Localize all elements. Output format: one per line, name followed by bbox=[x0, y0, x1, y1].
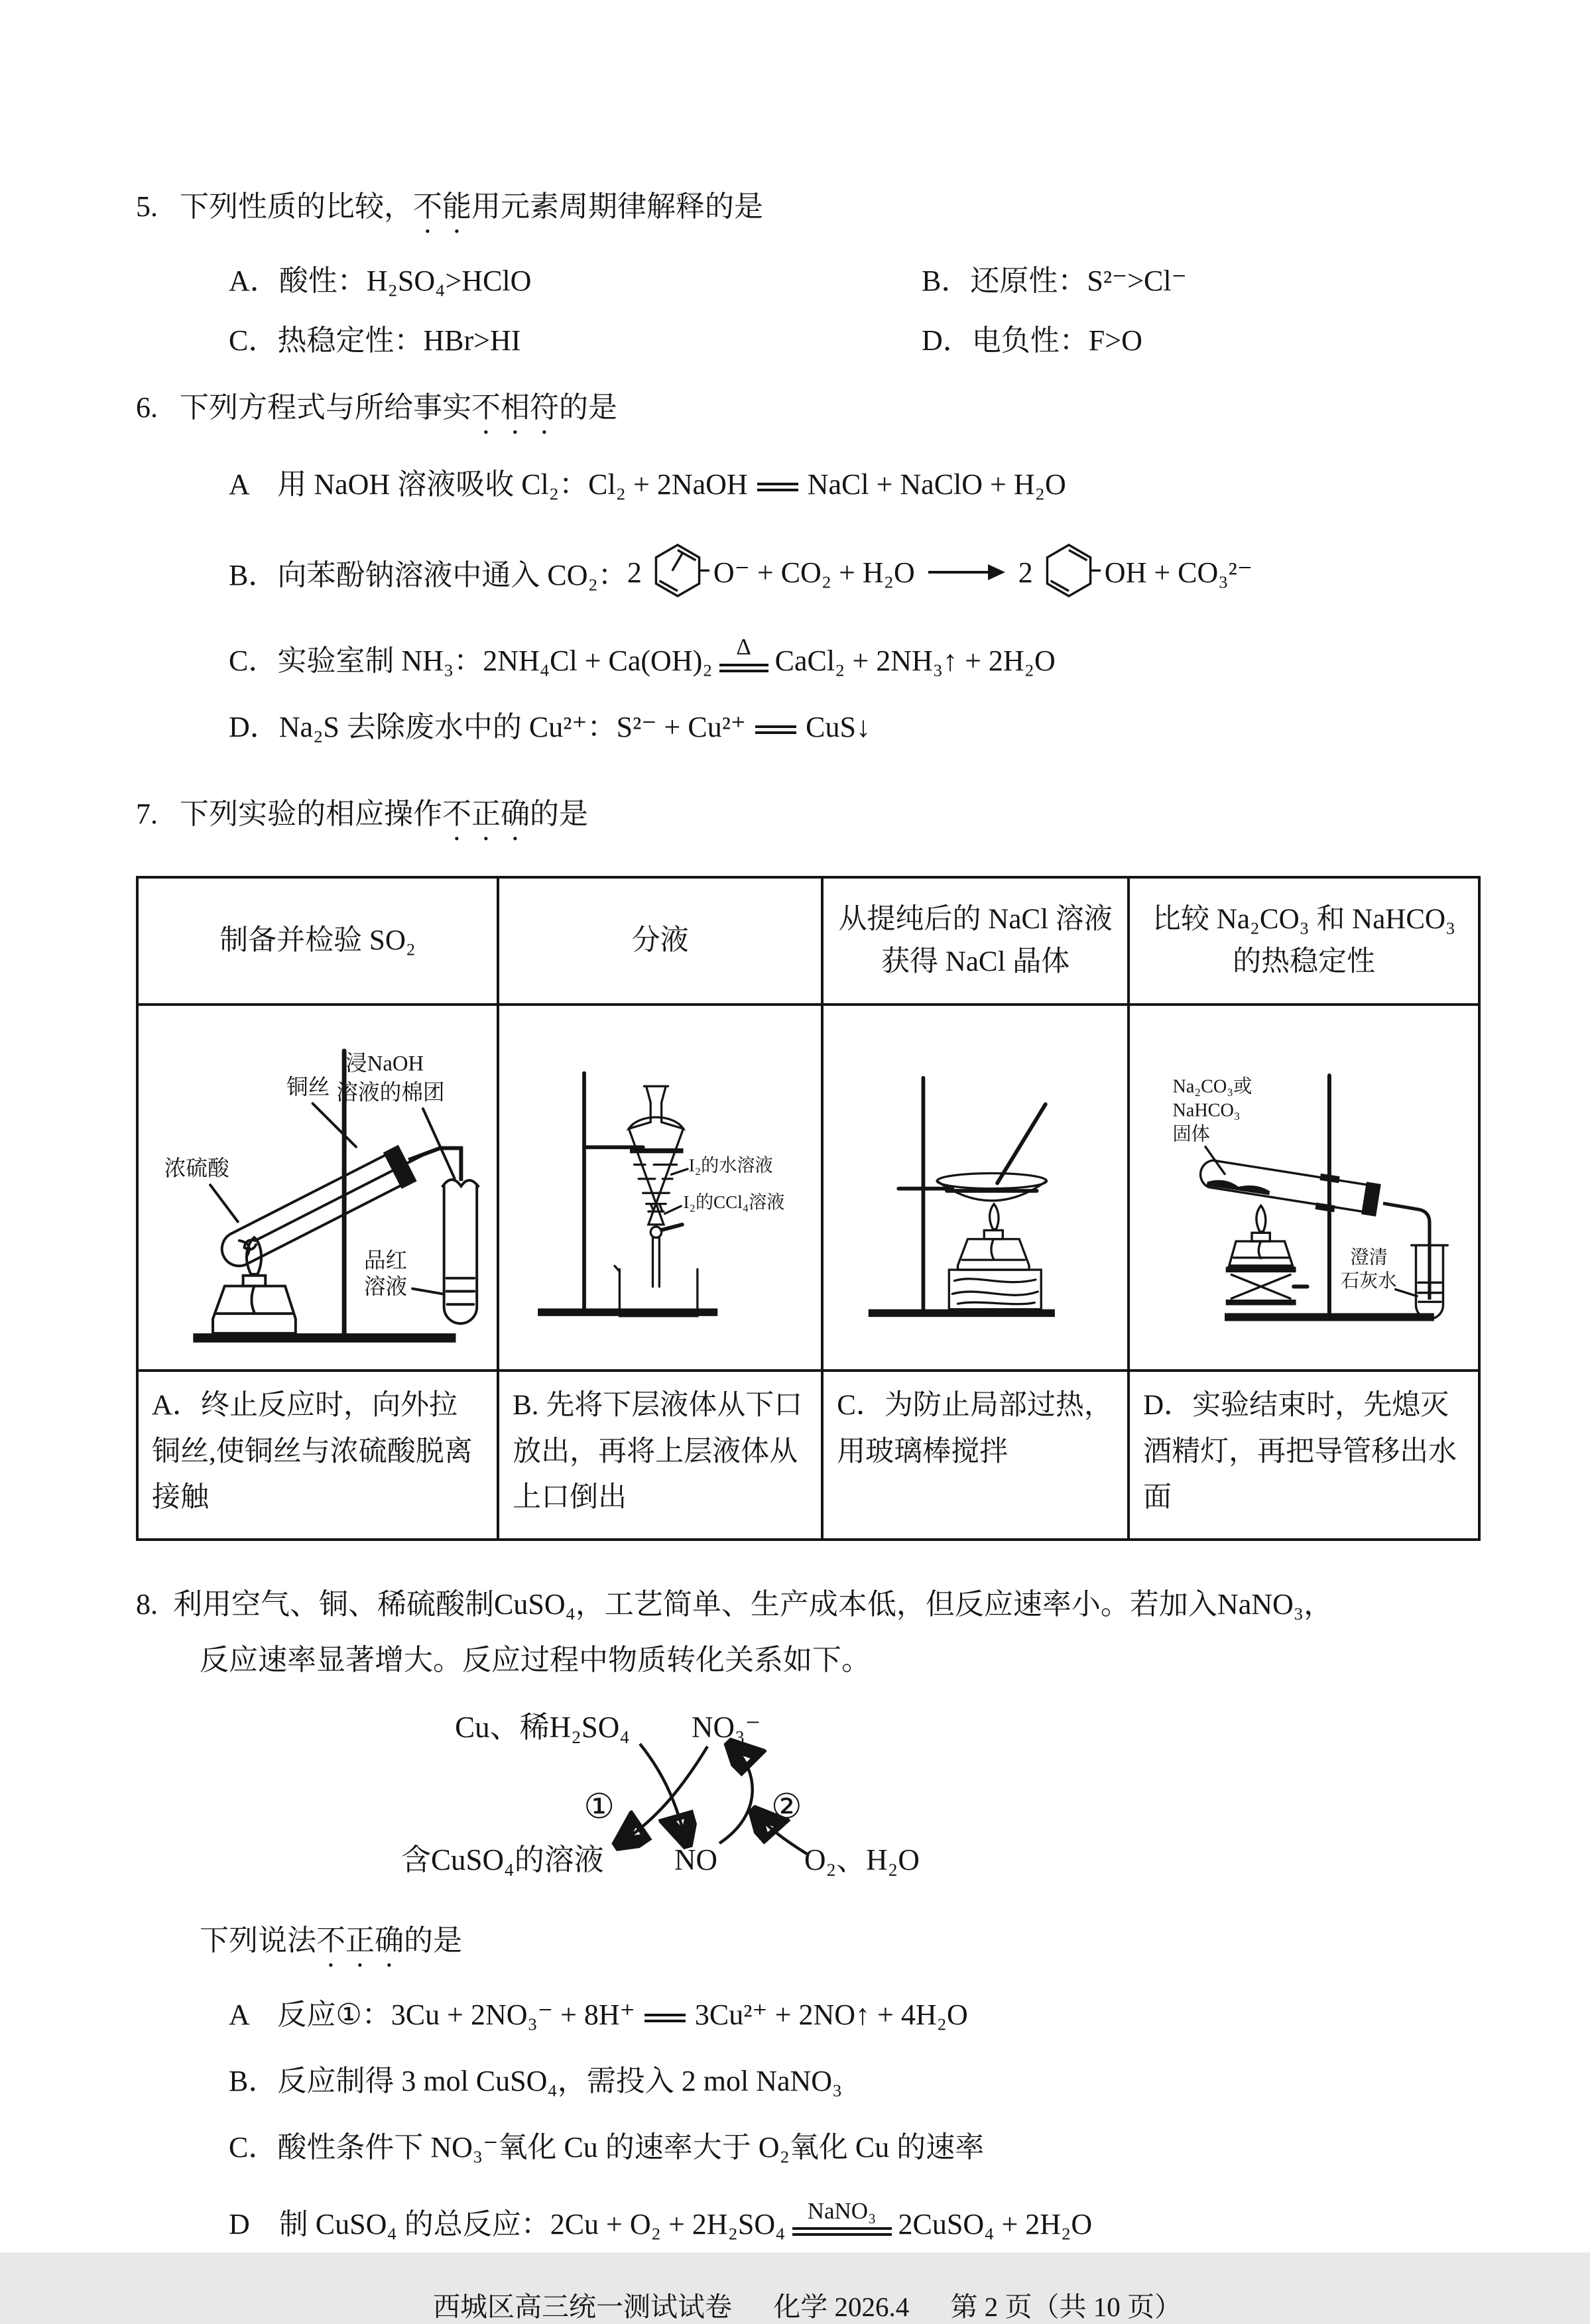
lamp-neck bbox=[984, 1231, 1003, 1239]
stand-base bbox=[193, 1333, 456, 1343]
q6-option-b-equation-left: O⁻ + CO₂ + H₂O bbox=[713, 556, 915, 589]
fuchsin-label-line1: 品红 bbox=[363, 1249, 407, 1273]
q6-option-b-coefficient-2: 2 bbox=[1018, 556, 1033, 589]
cycle-step-2: ② bbox=[771, 1788, 802, 1827]
flame-icon bbox=[990, 1204, 999, 1229]
table-cell-option-c: C．为防止局部过热，用玻璃棒搅拌 bbox=[822, 1371, 1129, 1540]
experiment-table-header-row bbox=[137, 877, 1479, 1005]
so2-apparatus-diagram bbox=[147, 1009, 489, 1367]
cycle-label-no: NO bbox=[674, 1843, 717, 1877]
q5-stem-post: 用元素周期律解释的是 bbox=[471, 190, 763, 223]
stand-base bbox=[869, 1310, 1055, 1317]
flame-icon bbox=[246, 1237, 261, 1274]
q8-ask-emphasis: 不正确 bbox=[316, 1924, 404, 1957]
solid-label-line3: 固体 bbox=[1172, 1124, 1210, 1145]
footer-exam-title: 西城区高三统一测试试卷 bbox=[433, 2292, 732, 2323]
q8-ask-line bbox=[200, 1918, 1479, 1973]
cycle-step-1: ① bbox=[583, 1788, 615, 1827]
question-5-number: 5. bbox=[136, 190, 158, 223]
q5-option-c bbox=[229, 316, 922, 359]
q5-option-a-label: A． bbox=[229, 265, 279, 297]
q5-stem-emphasis: 不能 bbox=[413, 190, 471, 223]
evaporating-dish-rim bbox=[937, 1174, 1046, 1189]
q8-ask-pre: 下列说法 bbox=[200, 1924, 316, 1957]
limewater-label-line1: 澄清 bbox=[1350, 1247, 1388, 1268]
q6-option-d bbox=[229, 705, 1479, 749]
q6-option-b-equation-right: OH + CO₃²⁻ bbox=[1104, 556, 1253, 589]
experiment-table bbox=[136, 876, 1481, 1541]
catalyst-label: NaNO₃ bbox=[807, 2197, 877, 2224]
solid-label-line2: NaHCO₃ bbox=[1172, 1100, 1241, 1121]
evaporation-diagram bbox=[833, 1009, 1118, 1367]
footer-page-number: 第 2 页（共 10 页） bbox=[950, 2292, 1182, 2323]
experiment-table-diagram-row bbox=[137, 1005, 1479, 1371]
upper-layer-label: I₂的水溶液 bbox=[688, 1155, 773, 1176]
thermal-stability-diagram bbox=[1140, 1009, 1468, 1367]
q8-option-c-text: C．酸性条件下 NO₃⁻氧化 Cu 的速率大于 O₂氧化 Cu 的速率 bbox=[229, 2131, 985, 2164]
q5-option-d-text: 电负性：F>O bbox=[971, 324, 1142, 357]
page-footer bbox=[136, 2285, 1479, 2324]
question-5-stem bbox=[136, 184, 1479, 239]
liquid-surface bbox=[630, 1148, 684, 1153]
cycle-label-o2-h2o: O₂、H₂O bbox=[804, 1843, 920, 1877]
table-cell-option-d: D．实验结束时，先熄灭酒精灯，再把导管移出水面 bbox=[1129, 1371, 1479, 1540]
cotton-label-line1: 浸NaOH bbox=[345, 1052, 424, 1076]
q6-option-d-equation-right: CuS↓ bbox=[806, 711, 871, 743]
double-bond-equals bbox=[719, 664, 768, 672]
limewater-label-line2: 石灰水 bbox=[1341, 1271, 1397, 1292]
q7-stem-pre: 下列实验的相应操作 bbox=[180, 798, 442, 830]
double-bond-equals bbox=[757, 483, 798, 491]
q8-option-d-equation-right: 2CuSO₄ + 2H₂O bbox=[898, 2208, 1093, 2241]
q5-option-b-text: 还原性：S²⁻>Cl⁻ bbox=[970, 265, 1187, 297]
diagram-cell-evaporation bbox=[822, 1005, 1129, 1371]
cotton-label-line2: 溶液的棉团 bbox=[336, 1081, 445, 1105]
q7-stem-emphasis: 不正确 bbox=[442, 798, 530, 830]
q8-option-a-equation-left: A 反应①：3Cu + 2NO₃⁻ + 8H⁺ bbox=[229, 1998, 635, 2032]
lab-jack bbox=[1226, 1266, 1308, 1305]
q8-stem-text-1: 利用空气、铜、稀硫酸制CuSO₄，工艺简单、生产成本低，但反应速率小。若加入NaNO₃， bbox=[173, 1587, 1333, 1621]
table-header-nacl: 从提纯后的 NaCl 溶液获得 NaCl 晶体 bbox=[822, 877, 1129, 1005]
fuchsin-test-tube bbox=[444, 1186, 477, 1323]
q8-stem-text-2: 反应速率显著增大。反应过程中物质转化关系如下。 bbox=[200, 1644, 871, 1677]
q5-option-a bbox=[229, 257, 922, 299]
diagram-cell-thermal bbox=[1129, 1005, 1479, 1371]
benzene-ring-icon bbox=[646, 537, 709, 607]
q8-option-a bbox=[229, 1993, 1479, 2037]
q8-option-d-equation-left: D 制 CuSO₄ 的总反应：2Cu + O₂ + 2H₂SO₄ bbox=[229, 2208, 786, 2241]
q6-option-c-equation-right: CaCl₂ + 2NH₃↑ + 2H₂O bbox=[774, 644, 1056, 677]
q6-option-b-label: B．向苯酚钠溶液中通入 CO₂： bbox=[229, 559, 627, 591]
flame-icon bbox=[1256, 1205, 1266, 1231]
q5-option-b-label: B． bbox=[922, 265, 971, 297]
question-6-stem bbox=[136, 385, 1479, 440]
table-header-fenye: 分液 bbox=[498, 877, 822, 1005]
experiment-table-answer-row bbox=[137, 1371, 1479, 1540]
q6-option-b bbox=[229, 537, 1479, 607]
table-header-so2: 制备并检验 SO₂ bbox=[137, 877, 498, 1005]
reaction-cycle-diagram bbox=[375, 1700, 1051, 1899]
q6-stem-emphasis: 不相符 bbox=[471, 391, 559, 424]
q6-option-c-equation-left: C．实验室制 NH₃：2NH₄Cl + Ca(OH)₂ bbox=[229, 644, 713, 677]
benzene-ring-icon bbox=[1037, 537, 1101, 607]
q6-option-a-equation-left: A 用 NaOH 溶液吸收 Cl₂：Cl₂ + 2NaOH bbox=[229, 468, 748, 501]
diagram-cell-fenye bbox=[498, 1005, 822, 1371]
separating-funnel-diagram bbox=[508, 1009, 813, 1367]
diagram-cell-so2 bbox=[137, 1005, 498, 1371]
arrow-no-to-no3 bbox=[719, 1749, 753, 1843]
q5-option-b bbox=[922, 257, 1187, 299]
q5-option-c-label: C． bbox=[229, 324, 278, 357]
reaction-arrow-icon bbox=[928, 571, 989, 574]
question-6-number: 6. bbox=[136, 391, 158, 424]
catalyst-over-equals bbox=[792, 2198, 892, 2236]
q6-option-a bbox=[229, 463, 1479, 507]
q5-option-a-text: 酸性：H₂SO₄>HClO bbox=[278, 265, 532, 297]
q6-option-a-equation-right: NaCl + NaClO + H₂O bbox=[807, 468, 1066, 501]
table-cell-option-b: B. 先将下层液体从下口放出，再将上层液体从上口倒出 bbox=[498, 1371, 822, 1540]
lamp-neck bbox=[243, 1276, 265, 1286]
q6-option-c bbox=[229, 634, 1479, 683]
cycle-label-cuso4-solution: 含CuSO₄的溶液 bbox=[401, 1843, 604, 1877]
q5-options-row-2 bbox=[229, 316, 1479, 359]
q7-stem-post: 的是 bbox=[530, 798, 588, 830]
upper-layer-water bbox=[634, 1165, 676, 1193]
solid-label-line1: Na₂CO₃或 bbox=[1172, 1076, 1253, 1097]
table-cell-option-a: A．终止反应时，向外拉铜丝,使铜丝与浓硫酸脱离接触 bbox=[137, 1371, 498, 1540]
arrow-no3-to-cuso4 bbox=[624, 1746, 707, 1841]
q5-option-d-label: D． bbox=[922, 324, 972, 357]
question-7-stem bbox=[136, 792, 1479, 847]
lower-layer-label: I₂的CCl₄溶液 bbox=[683, 1192, 785, 1213]
question-8-stem-line2 bbox=[200, 1638, 1479, 1683]
alcohol-lamp bbox=[958, 1239, 1030, 1270]
double-bond-equals bbox=[755, 725, 796, 734]
q5-option-d bbox=[922, 316, 1142, 359]
delta-symbol: Δ bbox=[736, 634, 751, 660]
q5-stem-pre: 下列性质的比较， bbox=[180, 190, 413, 223]
q8-cycle-diagram-wrap bbox=[375, 1700, 1479, 1906]
q6-option-d-equation-left: D．Na₂S 去除废水中的 Cu²⁺：S²⁻ + Cu²⁺ bbox=[229, 711, 747, 743]
q6-stem-pre: 下列方程式与所给事实 bbox=[180, 391, 471, 424]
question-8-stem-line1 bbox=[136, 1582, 1479, 1627]
q8-option-b bbox=[229, 2059, 1479, 2103]
question-7-number: 7. bbox=[136, 798, 158, 830]
fuchsin-label-line2: 溶液 bbox=[363, 1275, 407, 1300]
q6-option-b-coefficient-1: 2 bbox=[627, 556, 642, 589]
stopcock bbox=[650, 1225, 682, 1238]
stand-base bbox=[538, 1308, 717, 1316]
acid-label: 浓硫酸 bbox=[164, 1157, 229, 1182]
q8-option-a-equation-right: 3Cu²⁺ + 2NO↑ + 4H₂O bbox=[694, 1998, 968, 2032]
question-8-number: 8. bbox=[136, 1587, 158, 1621]
lamp-neck bbox=[1252, 1233, 1270, 1241]
q8-option-c bbox=[229, 2126, 1479, 2170]
footer-subject-date: 化学 2026.4 bbox=[773, 2292, 910, 2323]
q6-stem-post: 的是 bbox=[559, 391, 617, 424]
q8-option-d bbox=[229, 2197, 1479, 2246]
table-header-thermal: 比较 Na₂CO₃ 和 NaHCO₃ 的热稳定性 bbox=[1129, 877, 1479, 1005]
cycle-label-no3: NO₃⁻ bbox=[692, 1711, 761, 1744]
q8-ask-post: 的是 bbox=[404, 1924, 462, 1957]
q5-option-c-text: 热稳定性：HBr>HI bbox=[277, 324, 521, 357]
double-bond-equals bbox=[644, 2014, 686, 2022]
double-bond-equals bbox=[792, 2227, 892, 2236]
wood-block bbox=[949, 1270, 1041, 1310]
alcohol-lamp bbox=[1229, 1241, 1293, 1266]
stirring-rod bbox=[997, 1104, 1046, 1183]
cycle-label-cu-h2so4: Cu、稀H₂SO₄ bbox=[455, 1711, 630, 1744]
delta-over-equals bbox=[719, 634, 768, 672]
q8-option-b-text: B．反应制得 3 mol CuSO₄，需投入 2 mol NaNO₃ bbox=[229, 2065, 843, 2098]
q5-options-row-1 bbox=[229, 257, 1479, 299]
heated-test-tube bbox=[1197, 1155, 1381, 1219]
copper-wire-label: 铜丝 bbox=[286, 1075, 330, 1100]
